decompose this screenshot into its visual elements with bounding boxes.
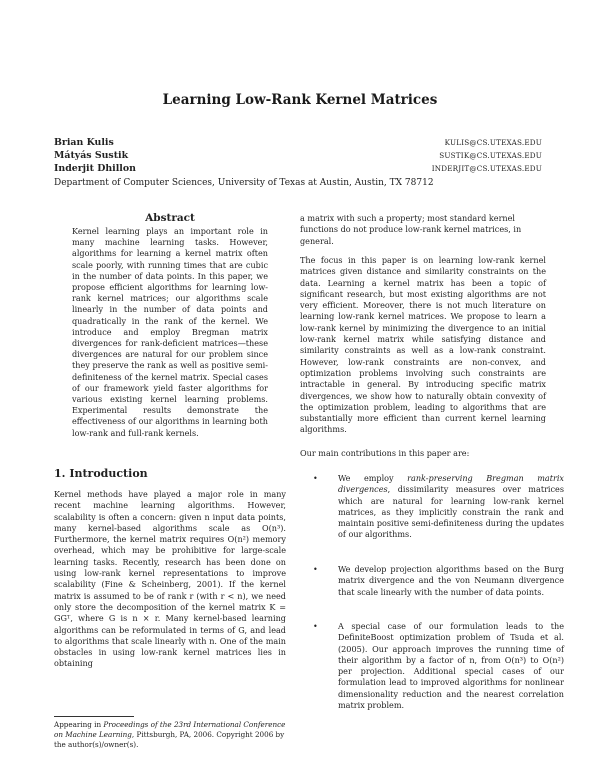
footnote-prefix: Appearing in xyxy=(54,720,104,729)
list-item-text: We develop projection algorithms based on the Burg matrix divergence and the von Neumann divergence that scale linearly with the number of data points. xyxy=(338,564,564,597)
footnote-venue: Proceedings of the 23rd International Conference on Machine Learning xyxy=(54,720,286,739)
list-item-emphasis: rank-preserving Bregman matrix divergences xyxy=(338,473,564,495)
right-paragraph-3: Our main contributions in this paper are: xyxy=(300,448,470,458)
right-paragraph-1: a matrix with such a property; most standard kernel functions do not produce low-rank kernel matrices, in general. xyxy=(300,213,522,246)
abstract-heading: Abstract xyxy=(145,212,195,224)
author-row xyxy=(54,163,542,176)
list-item xyxy=(300,564,564,598)
introduction-text: Kernel methods have played a major role in many recent machine learning algorithms. However, scalability is often a concern: given n input data points, many kernel-based algorithms scale as O(n³). Furthermore, the kernel matrix requires O(n²) memory overhead, which may be prohibitive for large-scale learning tasks. Recently, research has been done on using low-rank kernel representations to improve scalability (Fine & Scheinberg, 2001). If the kernel matrix is assumed to be of rank r (with r < n), we need only store the decomposition of the kernel matrix K = GGᵀ, where G is n × r. Many kernel-based learning algorithms can be reformulated in terms of G, and lead to algorithms that scale linearly with n. One of the main obstacles in using low-rank kernel matrices lies in obtaining xyxy=(54,489,286,669)
author-email: SUSTIK@CS.UTEXAS.EDU xyxy=(439,151,542,160)
author-name: Inderjit Dhillon xyxy=(54,163,136,174)
list-item-rest: , dissimilarity measures over matrices which are natural for learning low-rank kernel matrices, as they implicitly constrain the rank and maintain positive semi-definiteness during the updates of our algorithms. xyxy=(338,484,564,540)
author-email: KULIS@CS.UTEXAS.EDU xyxy=(444,138,542,147)
footnote-suffix: , Pittsburgh, PA, 2006. Copyright 2006 by the author(s)/owner(s). xyxy=(54,730,285,749)
footnote-rule xyxy=(54,716,134,717)
author-name: Brian Kulis xyxy=(54,137,114,148)
list-item-lead: We employ xyxy=(338,473,408,483)
paper-title: Learning Low-Rank Kernel Matrices xyxy=(162,92,438,108)
bullet-icon xyxy=(313,564,318,575)
right-paragraph-2: The focus in this paper is on learning low-rank kernel matrices given distance and similarity constraints on the data. Learning a kernel matrix has been a topic of significant research, but most existing algorithms are not very efficient. Moreover, there is not much literature on learning low-rank kernel matrices. We propose to learn a low-rank kernel by minimizing the divergence to an initial low-rank kernel matrix while satisfying distance and similarity constraints as well as a low-rank constraint. However, low-rank constraints are non-convex, and optimization problems involving such constraints are intractable in general. By introducing specific matrix divergences, we show how to naturally obtain convexity of the optimization problem, leading to algorithms that are substantially more efficient than current kernel learning algorithms. xyxy=(300,255,546,435)
author-block xyxy=(54,137,542,176)
author-row xyxy=(54,150,542,163)
list-item xyxy=(300,621,564,711)
list-item-text xyxy=(338,473,564,541)
abstract-text: Kernel learning plays an important role in many machine learning tasks. However, algorithms for learning a kernel matrix often scale poorly, with running times that are cubic in the number of data points. In this paper, we propose efficient algorithms for learning low-rank kernel matrices; our algorithms scale linearly in the number of data points and quadratically in the rank of the kernel. We introduce and employ Bregman matrix divergences for rank-deficient matrices—these divergences are natural for our problem since they preserve the rank as well as positive semi-definiteness of the kernel matrix. Special cases of our framework yield faster algorithms for various existing kernel learning problems. Experimental results demonstrate the effectiveness of our algorithms in learning both low-rank and full-rank kernels. xyxy=(72,226,268,438)
introduction-heading: 1. Introduction xyxy=(54,467,148,480)
bullet-icon xyxy=(313,473,318,484)
list-item-text: A special case of our formulation leads to the DefiniteBoost optimization problem of Tsuda et al. (2005). Our approach improves the running time of their algorithm by a factor of n, from O(n³) to O(n²) per projection. Additional special cases of our formulation lead to improved algorithms for nonlinear dimensionality reduction and the nearest correlation matrix problem. xyxy=(338,621,564,711)
footnote xyxy=(54,720,286,750)
list-item xyxy=(300,473,564,541)
author-email: INDERJIT@CS.UTEXAS.EDU xyxy=(431,164,542,173)
affiliation: Department of Computer Sciences, University of Texas at Austin, Austin, TX 78712 xyxy=(54,178,434,188)
author-name: Mátyás Sustik xyxy=(54,150,129,161)
bullet-icon xyxy=(313,621,318,632)
author-row xyxy=(54,137,542,150)
